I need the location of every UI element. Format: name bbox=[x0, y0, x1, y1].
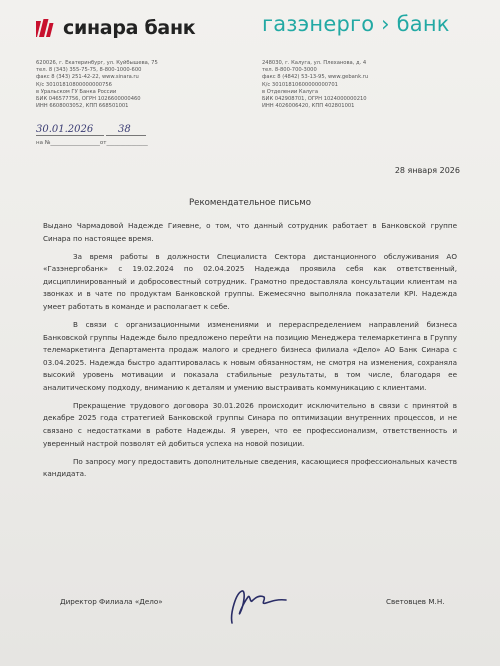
letter-date: 28 января 2026 bbox=[394, 166, 460, 175]
body-paragraph: За время работы в должности Специалиста Сектора дистанционного обслуживания АО «Газэнергобанк» с 19.02.2024 по 02.04.2025 Надежда проявила себя как ответственный, дисциплинированный и добросовестный сотрудник. Грамотно предоставляла консультации клиентам на звонках и в чате по продуктам Банковской группы. Ежемесячно выполняла показатели KPI. Надежда умеет работать в команде и располагает к себе. bbox=[43, 251, 457, 311]
requisite-line: БИК 046577756, ОГРН 1026600000460 bbox=[36, 96, 141, 103]
body-paragraph: Выдано Чармадовой Надежде Гияевне, о том, что данный сотрудник работает в Банковской группе Синара по настоящее время. bbox=[43, 221, 457, 243]
signer-role: Директор Филиала «Дело» bbox=[60, 597, 163, 606]
number-underline bbox=[106, 135, 146, 136]
sinara-bank-logo bbox=[36, 14, 195, 42]
signer-name: Световцев М.Н. bbox=[386, 597, 445, 606]
reference-number-line: на №__________________от_______________ bbox=[36, 140, 148, 146]
requisite-line: К/с 30101810800000000756 bbox=[36, 81, 112, 88]
requisite-line: К/с 30101810600000000701 bbox=[262, 81, 338, 88]
body-paragraph: По запросу могу предоставить дополнительные сведения, касающиеся профессиональных качеств кандидата. bbox=[43, 456, 457, 479]
handwritten-outgoing-date: 30.01.2026 bbox=[36, 124, 94, 135]
requisite-line: в Уральском ГУ Банка России bbox=[36, 88, 117, 95]
requisite-line: в Отделении Калуга bbox=[262, 88, 319, 95]
requisite-line: ИНН 4026006420, КПП 402801001 bbox=[262, 103, 355, 110]
requisite-line: факс 8 (343) 251-42-22, www.sinara.ru bbox=[36, 74, 139, 81]
body-paragraph: Прекращение трудового договора 30.01.2026 происходит исключительно в связи с принятой в декабре 2025 года стратегией Банковской группы Синара по оптимизации внутренних процессов, и не связано с недостатками в работе Надежды. Я уверен, что ее профессионализм, ответственность и уверенный настрой позволят ей добиться успеха на новой позиции. bbox=[43, 400, 457, 448]
body-paragraph: В связи с организационными изменениями и перераспределением направлений бизнеса Банковской группы Надежде было предложено перейти на позицию Менеджера телемаркетинга в Группу телемаркетинга Департамента продаж малого и среднего бизнеса филиала «Дело» АО Банк Синара с 03.04.2025. Надежда быстро адаптировалась к новым обязанностям, не смотря на изменения, сохраняла высокий уровень мотивации и показала стабильные результаты, в том числе, благодаря ее аналитическому подходу, вниманию к деталям и умению выстраивать коммуникацию с клиентами. bbox=[43, 319, 457, 392]
requisite-line: 248030, г. Калуга, ул. Плеханова, д. 4 bbox=[262, 60, 367, 66]
requisite-line: тел. 8 (343) 355-75-75, 8-800-1000-600 bbox=[36, 67, 142, 74]
letter-title: Рекомендательное письмо bbox=[189, 198, 311, 208]
handwritten-outgoing-number: 38 bbox=[118, 124, 131, 135]
requisite-line: факс 8 (4842) 53-13-95, www.gebank.ru bbox=[262, 74, 369, 81]
date-underline bbox=[36, 135, 104, 136]
sinara-logo-text: синара банк bbox=[63, 17, 196, 39]
requisite-line: ИНН 6608003052, КПП 668501001 bbox=[36, 103, 129, 110]
gazenergo-bank-logo: газэнерго › банк bbox=[262, 12, 450, 36]
sinara-logo-mark-icon bbox=[36, 17, 58, 39]
requisite-line: БИК 042908701, ОГРН 1024000000210 bbox=[262, 96, 367, 103]
handwritten-signature bbox=[226, 583, 296, 628]
requisite-line: 620026, г. Екатеринбург, ул. Куйбышева, 75 bbox=[36, 60, 158, 66]
requisites-left bbox=[36, 60, 206, 110]
letter-body bbox=[43, 220, 457, 486]
requisite-line: тел. 8-800-700-3000 bbox=[262, 67, 317, 74]
requisites-right bbox=[262, 60, 442, 110]
